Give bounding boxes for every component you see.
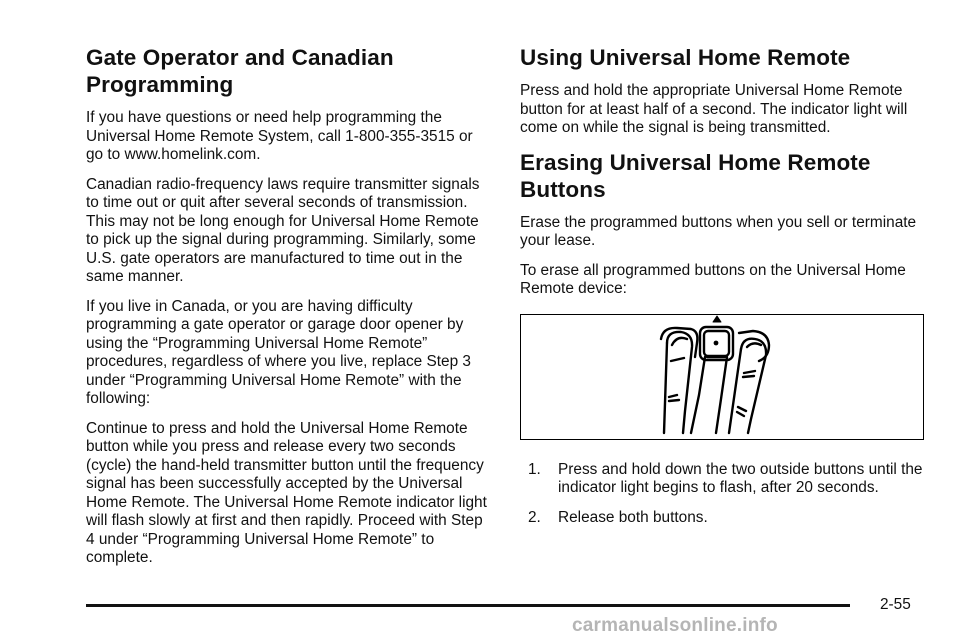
- erase-intro-paragraph: Erase the programmed buttons when you sell or terminate your lease.: [520, 213, 917, 249]
- using-remote-heading: Using Universal Home Remote: [520, 45, 851, 70]
- erase-steps-list: [520, 461, 928, 528]
- canadian-laws-paragraph: Canadian radio-frequency laws require transmitter signals to time out or quit after several seconds of transmission. This may not be long enough for Universal Home Remote to pick up the signal during programming. Similarly, some U.S. gate operators are manufactured to time out in the same manner.: [86, 175, 480, 285]
- step-number: 2.: [528, 508, 541, 526]
- remote-buttons-illustration: [520, 314, 924, 440]
- erase-device-paragraph: To erase all programmed buttons on the Universal Home Remote device:: [520, 261, 906, 297]
- step-text: Release both buttons.: [558, 508, 708, 526]
- fingers-pressing-buttons-icon: [521, 315, 922, 438]
- step-text: Press and hold down the two outside buttons until the indicator light begins to flash, after 20 seconds.: [558, 460, 923, 496]
- list-item: [528, 461, 928, 498]
- continue-paragraph: Continue to press and hold the Universal Home Remote button while you press and release every two seconds (cycle) the hand-held transmitter button until the frequency signal has been successfully accepted by the Universal Home Remote. The Universal Home Remote indicator light will flash slowly at first and then rapidly. Proceed with Step 4 under “Programming Universal Home Remote” to complete.: [86, 419, 487, 566]
- left-column: [86, 44, 494, 579]
- right-column: [520, 44, 928, 538]
- gate-operator-heading: Gate Operator and Canadian Programming: [86, 45, 394, 97]
- step-number: 1.: [528, 460, 541, 478]
- difficulty-paragraph: If you live in Canada, or you are having difficulty programming a gate operator or garage door opener by using the “Programming Universal Home Remote” procedures, regardless of where you live, replace Step 3 under “Programming Universal Home Remote” with the following:: [86, 297, 471, 407]
- footer-rule: [86, 604, 850, 607]
- page-number: 2-55: [880, 596, 911, 613]
- using-remote-paragraph: Press and hold the appropriate Universal Home Remote button for at least half of a second. The indicator light will come on while the signal is being transmitted.: [520, 82, 908, 136]
- watermark-text: carmanualsonline.info: [572, 615, 778, 636]
- list-item: [528, 509, 928, 528]
- erasing-buttons-heading: Erasing Universal Home Remote Buttons: [520, 149, 871, 202]
- help-paragraph: If you have questions or need help programming the Universal Home Remote System, call 1-800-355-3515 or go to www.homelink.com.: [86, 109, 473, 163]
